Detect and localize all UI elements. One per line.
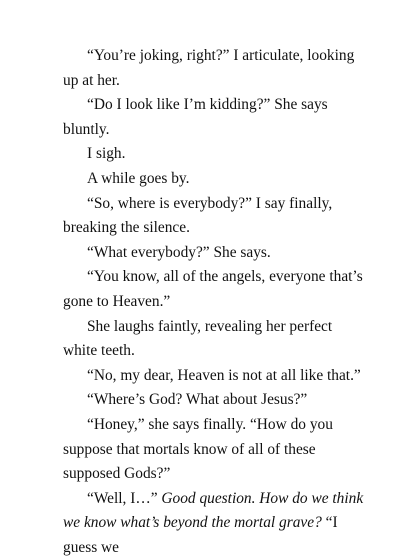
italic-text-run: Good question. How do we think we know what’s beyond the mortal grave? [63, 489, 364, 532]
paragraph [63, 413, 368, 487]
text-run: “I guess we [63, 514, 338, 556]
body-text [63, 44, 368, 560]
text-run: A while goes by. [87, 169, 190, 187]
text-run: “Well, I…” [87, 489, 162, 507]
paragraph [63, 315, 368, 364]
text-run: “Where’s God? What about Jesus?” [87, 391, 308, 409]
text-run: “Honey,” she says finally. “How do you suppose that mortals know of all of these supposed Gods?” [63, 415, 333, 483]
paragraph [63, 388, 368, 413]
paragraph [63, 487, 368, 560]
paragraph [63, 364, 368, 389]
text-run: “Do I look like I’m kidding?” She says bluntly. [63, 96, 328, 138]
paragraph [63, 167, 368, 192]
paragraph [63, 44, 368, 93]
paragraph [63, 192, 368, 241]
text-run: She laughs faintly, revealing her perfect white teeth. [63, 317, 333, 360]
text-run: I sigh. [87, 145, 126, 163]
text-run: “So, where is everybody?” I say finally, breaking the silence. [63, 194, 333, 237]
text-run: “What everybody?” She says. [87, 243, 271, 261]
paragraph [63, 265, 368, 314]
paragraph [63, 142, 368, 167]
paragraph [63, 241, 368, 266]
text-run: “You know, all of the angels, everyone that’s gone to Heaven.” [63, 268, 363, 310]
text-run: “You’re joking, right?” I articulate, looking up at her. [63, 47, 355, 89]
text-run: “No, my dear, Heaven is not at all like that.” [87, 366, 361, 384]
paragraph [63, 93, 368, 142]
